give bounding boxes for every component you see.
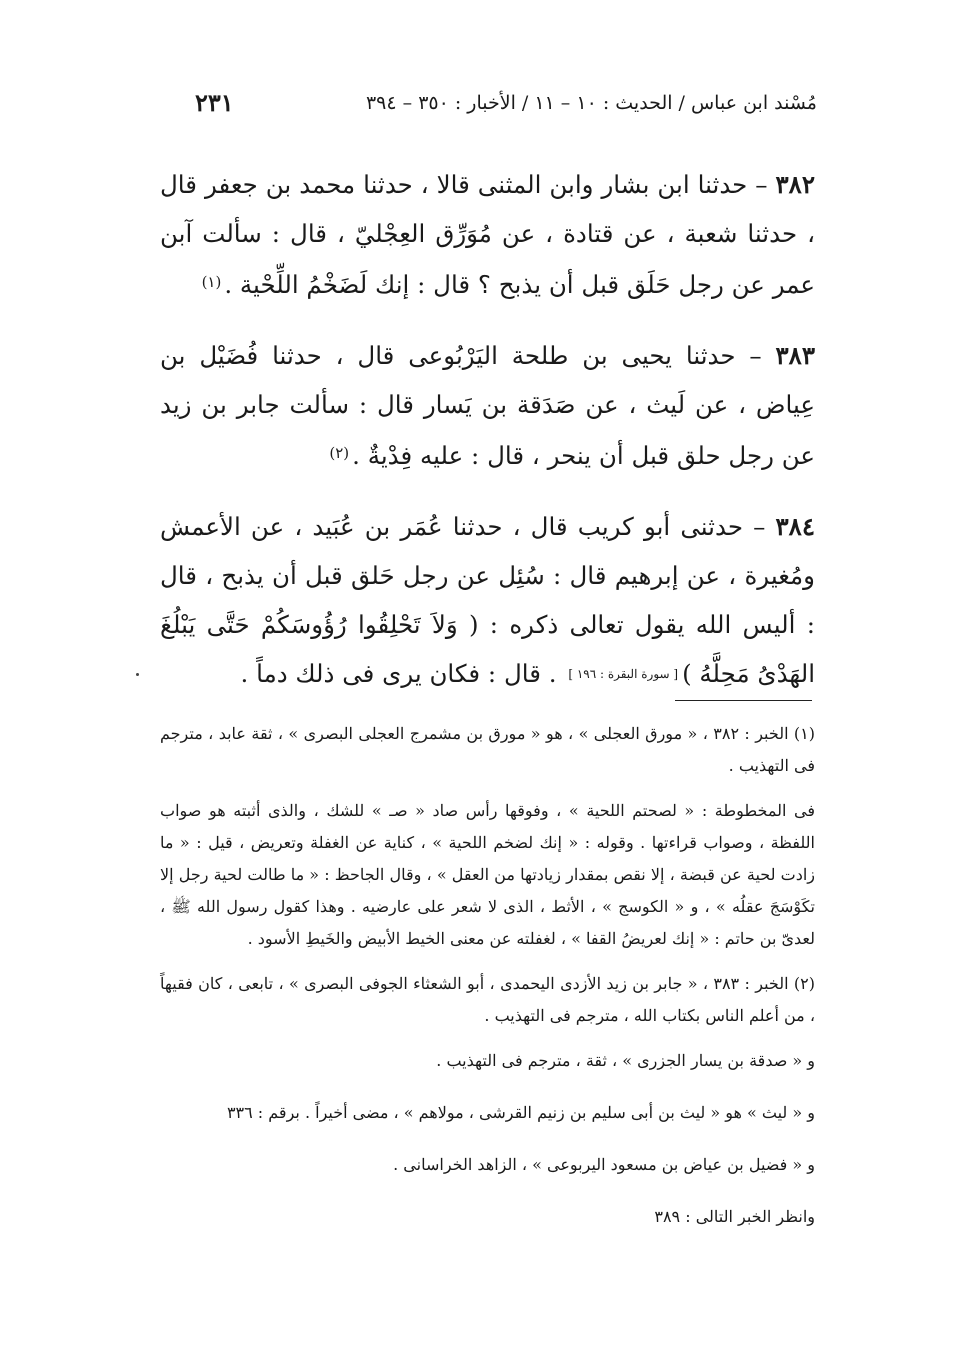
- main-text: [160, 160, 815, 721]
- hadith-number: ٣٨٢: [775, 170, 815, 199]
- footnote-2-sadaqa: و « صدقة بن يسار الجزرى » ، ثقة ، مترجم فى التهذيب .: [436, 1051, 815, 1070]
- hadith-text: – حدثنا ابن بشار وابن المثنى قالا ، حدثنا محمد بن جعفر قال ، حدثنا شعبة ، عن قتادة ، عن مُوَرِّق العِجْليّ ، قال : سألت آبن عمر عن رجل حَلَق قبل أن يذبح ؟ قال : إنك لَضَخْمُ اللِّحْية .: [160, 170, 815, 299]
- hadith-text: – حدثنى أبو كريب قال ، حدثنا عُمَر بن عُبَيد ، عن الأعمش ومُغيرة ، عن إبرهيم قال : سُئِل عن رجل حَلق قبل أن يذبح ، قال : أليس الله يقول تعالى ذكره : ( وَلاَ تَحْلِقُوا رُؤُوسَكُمْ حَتَّى يَبْلُغَ الهَدْىُ مَحِلَّهُ ): [160, 512, 815, 688]
- footnote-ref: (٢): [329, 444, 350, 462]
- page-number: ٢٣١: [195, 88, 234, 117]
- page-header: [195, 88, 817, 124]
- footnote-2-see-also: وانظر الخبر التالى : ٣٨٩: [654, 1207, 815, 1226]
- running-title: مُسْند ابن عباس / الحديث : ١٠ – ١١ / الأخبار : ٣٥٠ – ٣٩٤: [365, 92, 817, 114]
- hadith-384: [160, 502, 815, 699]
- hadith-text: – حدثنا يحيى بن طلحة اليَرْبُوعى قال ، حدثنا فُضَيْل بن عِياض ، عن لَيث ، عن صَدَقة بن يَسار قال : سألت جابر بن زيد عن رجل حلق قبل أن ينحر ، قال : عليه فِدْيةٌ .: [160, 341, 815, 470]
- hadith-number: ٣٨٤: [775, 512, 815, 541]
- footnote-2-layth: و « ليث » هو « ليث بن أبى سليم بن زنيم القرشى ، مولاهم » ، مضى أخيراً . برقم : ٣٣٦: [226, 1103, 815, 1122]
- footnote-1-continued: فى المخطوطة : « لصحتم اللحية » ، وفوقها رأس صاد « صـ » للشك ، والذى أثبته هو صواب اللفظة ، وصواب قراءتها . وقوله : « إنك لضخم اللحية » ، كناية عن الغفلة وتعريض ، قيل : « ما زادت لحية عن قبضة ، إلا نقص بمقدار زيادتها من العقل » ، وقال الجاحظ : « ما طالت لحية رجل إلا تكَوْسَجَ عقلُه » ، و « الكوسج » ، الأثط ، الذى لا شعر على عارضيه . وهذا كقول رسول الله ﷺ ، لعدىّ بن حاتم : « إنك لعريضُ القفا » ، لغفلته عن معنى الخيط الأبيض والخَيطِ الأسود .: [160, 801, 816, 948]
- footnote-2: (٢) الخبر : ٣٨٣ ، « جابر بن زيد الأزدى اليحمدى ، أبو الشعثاء الجوفى البصرى » ، تابعى ، كان فقيهاً ، من أعلم الناس بكتاب الله ، مترجم فى التهذيب .: [160, 974, 815, 1025]
- quran-reference: [ سورة البقرة : ١٩٦ ]: [568, 667, 679, 681]
- footnote-2-fudayl: و « فضيل بن عياض بن مسعود اليربوعى » ، الزاهد الخراسانى .: [393, 1155, 815, 1174]
- footnotes: [160, 718, 815, 1253]
- hadith-text-end: . قال : فكان يرى فى ذلك دماً .: [240, 659, 565, 688]
- stray-mark: [136, 673, 139, 676]
- hadith-number: ٣٨٣: [775, 341, 815, 370]
- footnote-divider: [675, 700, 812, 701]
- hadith-382: [160, 160, 815, 309]
- footnote-ref: (١): [201, 273, 222, 291]
- hadith-383: [160, 331, 815, 480]
- footnote-1: (١) الخبر : ٣٨٢ ، « مورق العجلى » ، هو « مورق بن مشمرج العجلى البصرى » ، ثقة عابد ، مترجم فى التهذيب .: [160, 724, 815, 775]
